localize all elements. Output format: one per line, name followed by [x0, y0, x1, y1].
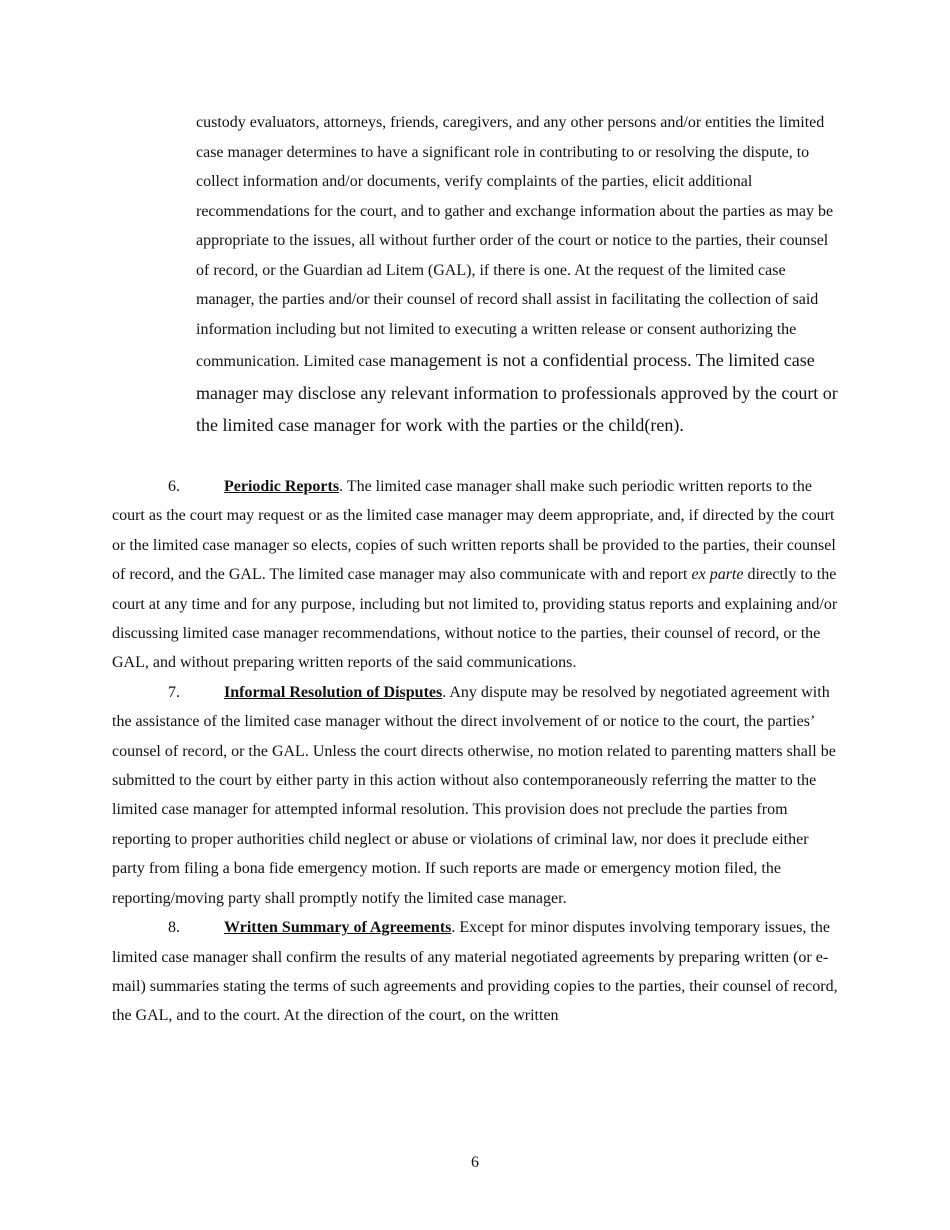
section-number: 7. — [168, 683, 180, 701]
section-number: 8. — [168, 919, 180, 937]
section-heading: Written Summary of Agreements — [224, 919, 452, 937]
page-number: 6 — [471, 1154, 479, 1171]
section-number: 6. — [168, 478, 180, 495]
document-body — [112, 472, 842, 1031]
section-6-periodic-reports — [112, 472, 842, 678]
section-text: . The limited case manager shall make such periodic written reports to the court as the court may request or as the limited case manager may deem appropriate, and, if directed by the court or the limited case manager so elects, copies of such written reports shall be provided to the parties, their counsel of record, and the GAL. The limited case manager may also communicate with and report — [112, 478, 836, 584]
section-heading: Periodic Reports — [224, 478, 340, 495]
continued-paragraph-text: custody evaluators, attorneys, friends, caregivers, and any other persons and/or entities the limited case manager determines to have a significant role in contributing to or resolving the dispute, to collect information and/or documents, verify complaints of the parties, elicit additional recommendations for the court, and to gather and exchange information about the parties as may be appropriate to the issues, all without further order of the court or notice to the parties, their counsel of record, or the Guardian ad Litem (GAL), if there is one. At the request of the limited case manager, the parties and/or their counsel of record shall assist in facilitating the collection of said information including but not limited to executing a written release or consent authorizing the communication. Limited case — [196, 114, 834, 370]
section-text: . Any dispute may be resolved by negotiated agreement with the assistance of the limited case manager without the direct involvement of or notice to the court, the parties’ counsel of record, or the GAL. Unless the court directs otherwise, no motion related to parenting matters shall be submitted to the court by either party in this action without also contemporaneously referring the matter to the limited case manager for attempted informal resolution. This provision does not preclude the parties from reporting to proper authorities child neglect or abuse or violations of criminal law, nor does it preclude either party from filing a bona fide emergency motion. If such reports are made or emergency motion filed, the reporting/moving party shall promptly notify the limited case manager. — [112, 683, 836, 907]
section-8-written-summary — [112, 913, 842, 1031]
continued-paragraph-larger-text: management is not a confidential process. The limited case manager may disclose any relevant information to professionals approved by the court or the limited case manager for work with the parties or the child(ren). — [196, 350, 838, 435]
section-heading: Informal Resolution of Disputes — [224, 683, 443, 701]
section-text: . Except for minor disputes involving temporary issues, the limited case manager shall confirm the results of any material negotiated agreements by preparing written (or e-mail) summaries stating the terms of such agreements and providing copies to the parties, their counsel of record, the GAL, and to the court. At the direction of the court, on the written — [112, 919, 838, 1025]
continued-paragraph — [196, 108, 844, 442]
section-text-continued: directly to the court at any time and for any purpose, including but not limited to, providing status reports and explaining and/or discussing limited case manager recommendations, without notice to the parties, their counsel of record, or the GAL, and without preparing written reports of the said communications. — [112, 566, 838, 672]
section-7-informal-resolution — [112, 678, 842, 913]
section-italic-term: ex parte — [691, 566, 744, 584]
